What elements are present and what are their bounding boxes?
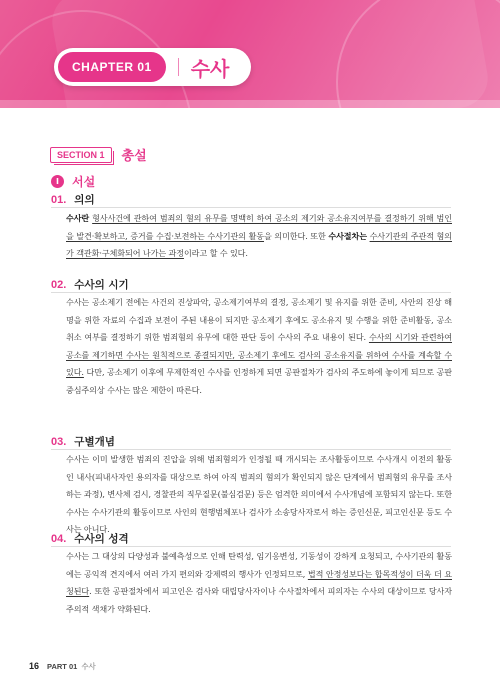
body-text: 수사는 이미 발생한 범죄의 진압을 위해 범죄혐의가 인정될 때 개시되는 조사활동이므로 수사개시 이전의 활동인 내사(피내사자인 용의자를 대상으로 하여 아직 범죄의 혐의가 확인되지 않은 단계에서 범죄혐의 유무를 조사하는 과정), 변사체 검시, 경찰관의 직무질문(불심검문) 등은 엄격한 의미에서 수사개념에 포함되지 않는다. 또한 수사는 수사기관의 활동이므로 사인의 현행범체포나 검사가 소송당사자로서 하는 증인신문, 피고인신문 등도 수사는 아니다. <box>66 454 452 534</box>
body-text: 다만, 공소제기 이후에 무제한적인 수사를 인정하게 되면 공판절차가 검사의 주도하에 놓이게 되므로 공판중심주의상 수사는 많은 제한이 따른다. <box>66 367 452 395</box>
underlined-text: 수사의 시기와 관련하여 공소를 제기하면 수사는 원칙적으로 종결되지만, 공소제기 후에도 검사의 공소유지를 위하여 수사를 계속할 수 있다. <box>66 332 452 377</box>
subsection-title: 수사의 시기 <box>74 279 129 291</box>
chapter-separator <box>178 58 179 76</box>
body-text: 수사는 공소제기 전에는 사건의 진상파악, 공소제기여부의 결정, 공소제기 및 유지를 위한 준비, 사안의 진상 해명을 위한 자료의 수집과 보전이 주된 내용이 되지만 공소제기 후에도 공소유지 및 수행을 위한 준비활동, 공소취소 여부를 결정하기 위한 범죄혐의 유무에 대한 판단 등이 수사의 주요 내용이 된다. <box>66 297 452 342</box>
roman-numeral-badge: I <box>51 175 64 188</box>
header-decoration <box>336 0 500 108</box>
section-badge: SECTION 1 <box>50 147 112 163</box>
subsection-divider <box>51 292 451 293</box>
bold-term: 수사란 <box>66 213 90 223</box>
roman-heading-title: 서설 <box>72 175 96 189</box>
chapter-header-banner <box>0 0 500 108</box>
underlined-text: 법적 안정성보다는 합목적성이 더욱 더 요청된다 <box>66 568 452 596</box>
chapter-label: CHAPTER 01 <box>58 52 166 82</box>
subsection-divider <box>51 546 451 547</box>
subsection-heading <box>51 192 95 207</box>
underlined-text: 수사기관의 주관적 혐의가 객관화·구체화되어 나가는 과정 <box>66 230 452 258</box>
subsection-body <box>66 451 452 539</box>
chapter-title: 수사 <box>190 56 230 81</box>
underlined-text: 형사사건에 관하여 범죄의 혐의 유무를 명백히 하여 공소의 제기와 공소유지여부를 결정하기 위해 범인을 발견·확보하고, 증거를 수집·보전하는 수사기관의 활동 <box>66 213 452 241</box>
page-footer <box>29 661 96 672</box>
subsection-number: 04. <box>51 532 67 545</box>
subsection-title: 의의 <box>74 194 95 206</box>
body-text: 수사는 그 대상의 다양성과 불예측성으로 인해 탄력성, 임기응변성, 기동성이 강하게 요청되고, 수사기관의 활동에는 공익적 견지에서 여러 가지 편의와 강제력의 행사가 인정되므로, <box>66 551 452 579</box>
body-text: 이라고 할 수 있다. <box>183 248 248 258</box>
subsection-heading <box>51 434 115 449</box>
section-heading <box>50 145 147 164</box>
subsection-title: 구별개념 <box>74 436 115 448</box>
subsection-heading <box>51 277 129 292</box>
subsection-body <box>66 294 452 399</box>
subsection-divider <box>51 449 451 450</box>
subsection-heading <box>51 531 129 546</box>
subsection-divider <box>51 207 451 208</box>
subsection-title: 수사의 성격 <box>74 533 129 545</box>
chapter-title-box <box>54 48 251 86</box>
subsection-number: 03. <box>51 435 67 448</box>
bold-term: 수사절차는 <box>328 230 367 241</box>
section-title: 총설 <box>121 149 147 164</box>
footer-chapter: 수사 <box>81 662 96 671</box>
subsection-number: 01. <box>51 193 67 206</box>
roman-heading <box>51 173 95 190</box>
subsection-body <box>66 548 452 618</box>
footer-part: PART 01 <box>47 662 78 671</box>
header-bottom-band <box>0 100 500 108</box>
subsection-body <box>66 210 452 263</box>
page-number: 16 <box>29 661 40 671</box>
body-text: 을 의미한다. 또한 <box>264 230 329 241</box>
body-text: . 또한 공판절차에서 피고인은 검사와 대립당사자이나 수사절차에서 피의자는 수사의 대상이므로 당사자주의적 색채가 약화된다. <box>66 586 452 614</box>
subsection-number: 02. <box>51 278 67 291</box>
